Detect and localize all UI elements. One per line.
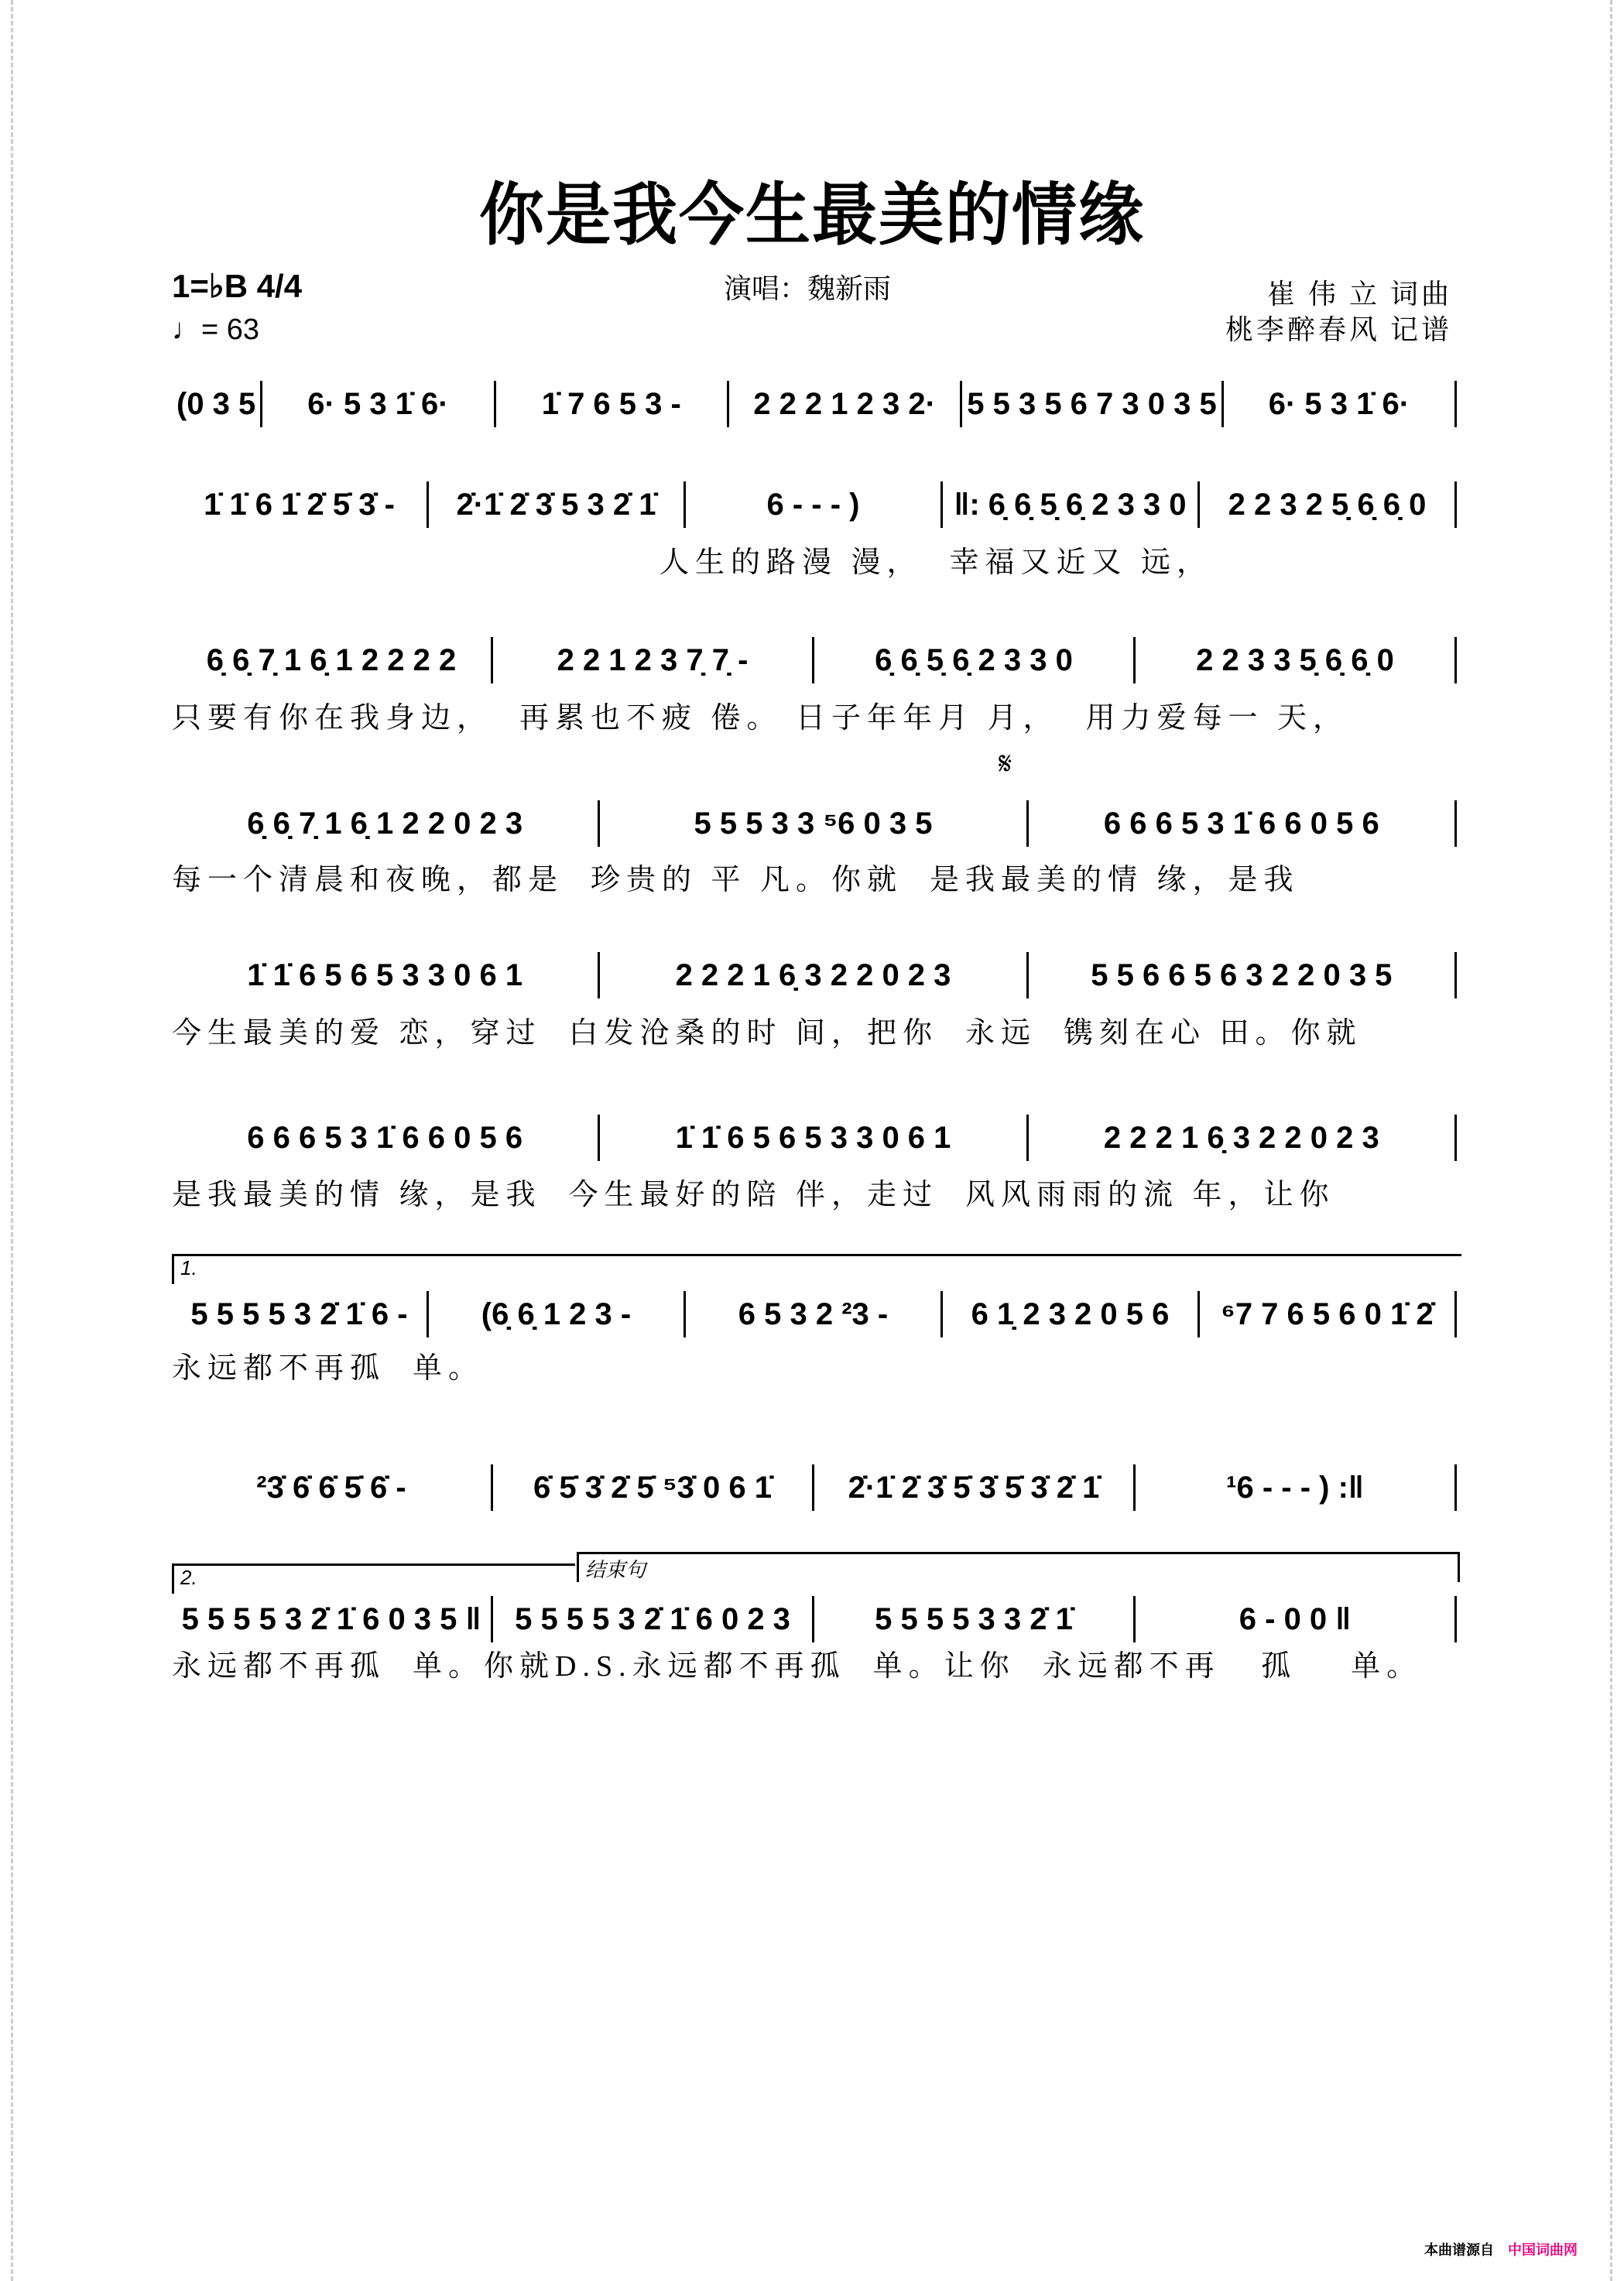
measure: 6̣ 6̣ 5̣ 6̣ 2 3 3 0 [814, 637, 1136, 683]
measure: 6̣ 6̣ 7̣ 1 6̣ 1 2 2 2 2 [172, 637, 493, 683]
measure: 5 5 5 5 3 2̇ 1̇ 6 0 2 3 [493, 1596, 814, 1642]
measure: 2 2 3 2 5̣ 6̣ 6̣ 0 [1200, 481, 1457, 528]
composer-credit: 崔 伟 立 词曲 [1266, 279, 1452, 310]
measure: 6 1̣ 2 3 2 0 5 6 [943, 1291, 1200, 1337]
notation-row [172, 1291, 1457, 1337]
measure: ²3̇ 6̇ 6̇ 5̇ 6̇ - [172, 1464, 493, 1511]
source-footer [1424, 2239, 1578, 2259]
measure: ⁶7 7 6 5 6 0 1̇ 2̇ [1200, 1291, 1457, 1337]
measure: 2̇·1̇ 2̇ 3̇ 5 3 2̇ 1̇ [429, 481, 686, 528]
notation-row [172, 952, 1457, 998]
right-border [1610, 0, 1612, 2281]
measure: 2̇·1̇ 2̇ 3̇ 5̇ 3̇ 5̇ 3̇ 2̇ 1̇ [814, 1464, 1136, 1511]
ending-phrase-bracket: 结束句 [577, 1552, 1460, 1582]
measure: ¹6 - - - ) :‖ [1136, 1464, 1457, 1511]
lyrics-line: 今生最美的爱 恋，穿过 白发沧桑的时 间，把你 永远 镌刻在心 田。你就 [172, 1017, 1362, 1050]
left-border [11, 0, 13, 2281]
measure: 2 2 2 1 6̣ 3 2 2 0 2 3 [600, 952, 1028, 998]
segno-sign: 𝄋 [999, 747, 1012, 781]
measure: 2 2 3 3 5̣ 6̣ 6̣ 0 [1136, 637, 1457, 683]
notation-row [172, 381, 1457, 427]
lyrics-line: 永远都不再孤 单。 [172, 1352, 485, 1385]
measure: 5 5 6 6 5 6 3 2 2 0 3 5 [1029, 952, 1457, 998]
measure: 1̇ 7 6 5 3 - [496, 381, 729, 427]
lyrics-line: 人生的路漫 漫， 幸福又近又 远， [172, 546, 1213, 579]
measure: 6· 5 3 1̇ 6· [1224, 381, 1457, 427]
measure: 1̇ 1̇ 6 5 6 5 3 3 0 6 1 [172, 952, 600, 998]
lyrics-line: 是我最美的情 缘，是我 今生最好的陪 伴，走过 风风雨雨的流 年，让你 [172, 1179, 1335, 1211]
measure: 6 6 6 5 3 1̇ 6 6 0 5 6 [172, 1115, 600, 1161]
singer-credit: 演唱：魏新雨 [724, 273, 892, 304]
key-signature: 1=♭B 4/4 [172, 268, 303, 304]
measure: 6̇ 5̇ 3̇ 2̇ 5̇ ⁵3̇ 0 6 1̇ [493, 1464, 814, 1511]
measure: 6 5 3 2 ²3 - [686, 1291, 943, 1337]
notation-row [172, 800, 1457, 847]
lyrics-line: 永远都不再孤 单。你就D.S.永远都不再孤 单。让你 永远都不再 孤 单。 [172, 1650, 1423, 1683]
tempo-marking: ♩= 63 [172, 313, 260, 346]
measure: 6 - - - ) [686, 481, 943, 528]
notation-row [172, 1115, 1457, 1161]
lyrics-line: 只要有你在我身边， 再累也不疲 倦。 日子年年月 月， 用力爱每一 天， [172, 702, 1349, 735]
song-title: 你是我今生最美的情缘 [478, 178, 1145, 254]
source-label: 本曲谱源自 [1424, 2242, 1494, 2258]
measure: (6̣ 6̣ 1 2 3 - [429, 1291, 686, 1337]
measure: 5 5 5 5 3 2̇ 1̇ 6 - [172, 1291, 429, 1337]
measure: 2 2 1 2 3 7̣ 7̣ - [493, 637, 814, 683]
transcriber-credit: 桃李醉春风 记谱 [1225, 314, 1452, 345]
measure: 2 2 2 1 6̣ 3 2 2 0 2 3 [1029, 1115, 1457, 1161]
source-site: 中国词曲网 [1508, 2242, 1578, 2258]
volta-1: 1. [172, 1254, 1461, 1284]
notation-row [172, 1596, 1457, 1642]
notation-row [172, 1464, 1457, 1511]
measure: 5 5 5 5 3 3 2̇ 1̇ [814, 1596, 1136, 1642]
measure: 6 6 6 5 3 1̇ 6 6 0 5 6 [1029, 800, 1457, 847]
measure: ‖: 6̣ 6̣ 5̣ 6̣ 2 3 3 0 [943, 481, 1200, 528]
notation-row [172, 481, 1457, 528]
measure: 1̇ 1̇ 6 5 6 5 3 3 0 6 1 [600, 1115, 1028, 1161]
measure: 6̣ 6̣ 7̣ 1 6̣ 1 2 2 0 2 3 [172, 800, 600, 847]
measure: (0 3 5 [172, 381, 262, 427]
measure: 6 - 0 0 ‖ [1136, 1596, 1457, 1642]
volta-2: 2. [172, 1563, 575, 1594]
measure: 5 5 3 5 6 7 3 0 3 5 [962, 381, 1223, 427]
measure: 5 5 5 5 3 2̇ 1̇ 6 0 3 5 ‖ [172, 1596, 493, 1642]
measure: 1̇ 1̇ 6 1̇ 2̇ 5̇ 3̇ - [172, 481, 429, 528]
lyrics-line: 每一个清晨和夜晚，都是 珍贵的 平 凡。你就 是我最美的情 缘，是我 [172, 864, 1300, 896]
measure: 2 2 2 1 2 3 2· [729, 381, 962, 427]
measure: 6· 5 3 1̇ 6· [262, 381, 495, 427]
notation-row [172, 637, 1457, 683]
measure: 5 5 5 3 3 ⁵6 0 3 5 [600, 800, 1028, 847]
